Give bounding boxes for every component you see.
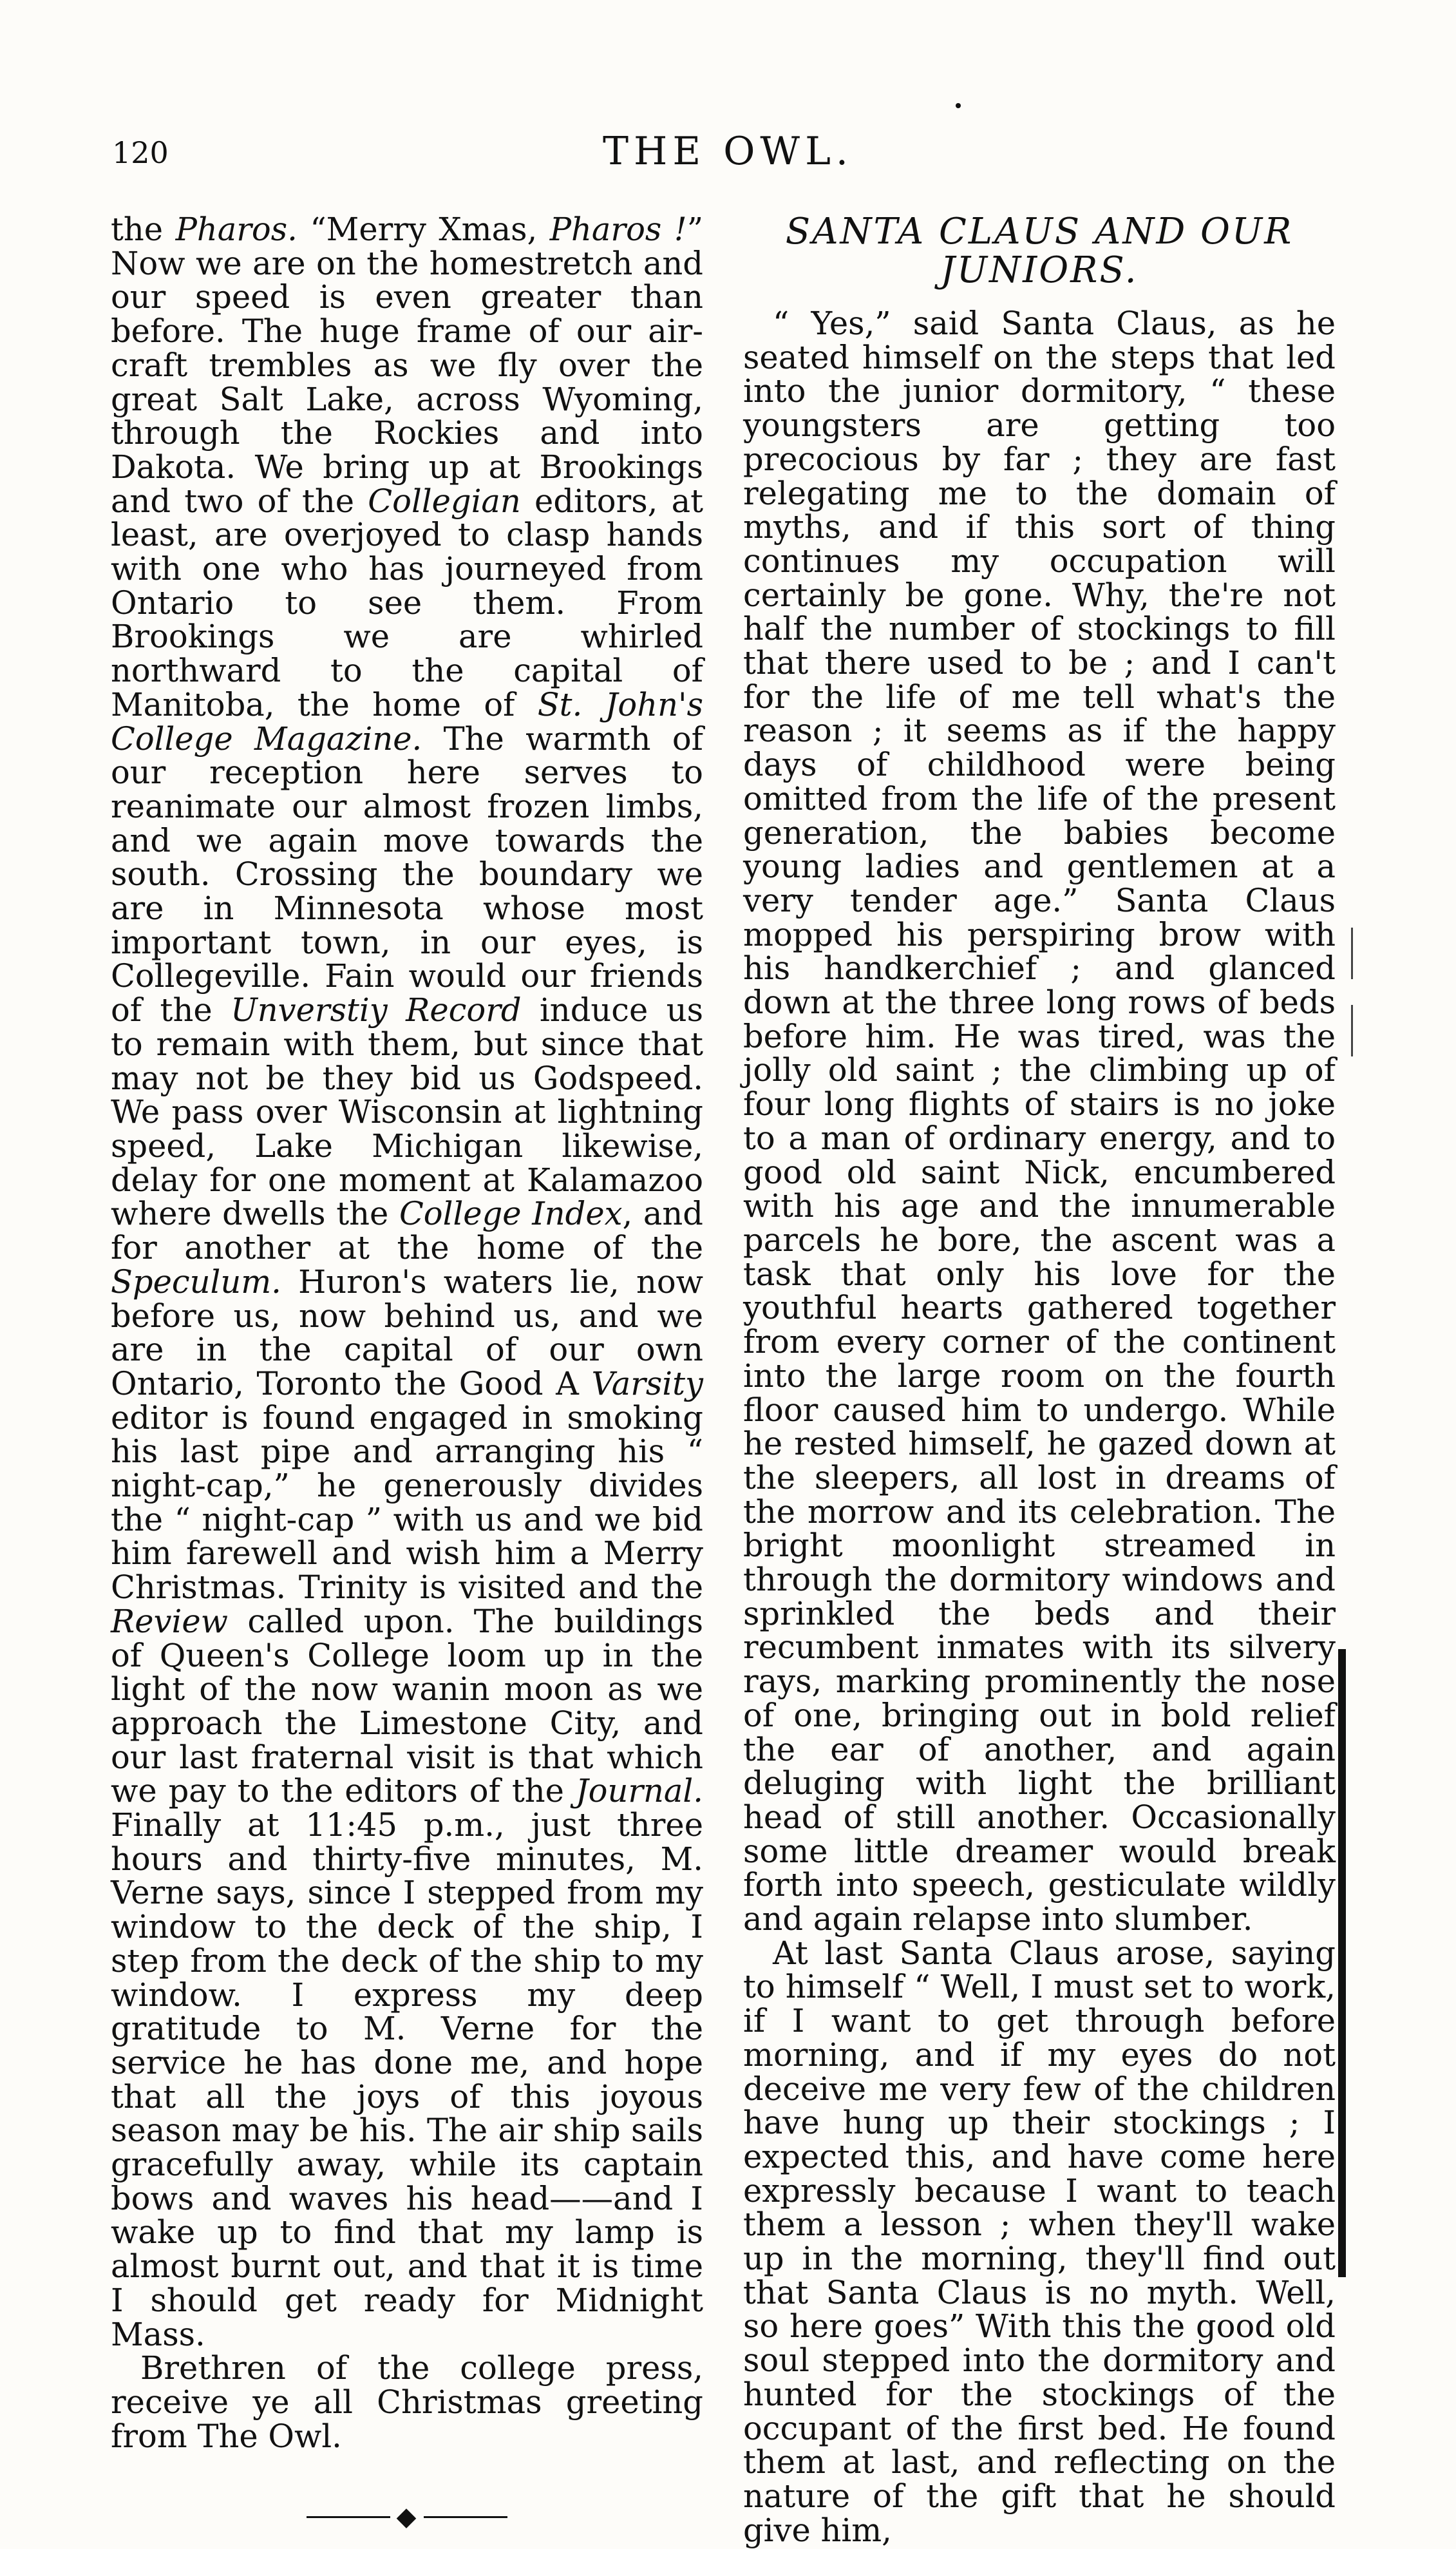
article-title: SANTA CLAUS AND OUR JUNIORS. <box>785 211 1294 291</box>
margin-scan-bar <box>1338 1649 1346 2277</box>
italic-run: Journal. <box>575 1772 703 1810</box>
left-paragraph-2: Brethren of the college press, receive ye all Christmas greeting from The Owl. <box>111 2349 703 2455</box>
italic-run: St. John's College Magazine. <box>111 685 703 758</box>
text-run: Finally at 11:45 p.m., just three hours and thirty-five minutes, M. Verne says, since I stepped from my window to the deck of the ship, I step from the deck of the ship to my window. I express my deep gratitude to M. Verne for the service he has done me, and hope that all the joys of this joyous season may be his. The air ship sails gracefully away, while its captain bows and waves his head——and I wake up to find that my lamp is almost burnt out, and that it is time I should get ready for Midnight Mass. <box>111 1806 703 2353</box>
text-run: ” Now we are on the homestretch and our speed is even greater than before. The huge frame of our air-craft trembles as we fly over the great Salt Lake, across Wyoming, through the Rockies and into Dakota. We bring up at Brookings and two of the <box>111 211 703 520</box>
running-title: THE OWL. <box>603 129 853 174</box>
section-ornament <box>111 2498 703 2534</box>
right-column <box>743 213 1336 2547</box>
text-run: called upon. The buildings of Queen's College loom up in the light of the now wanin moon as we approach the Limestone City, and our last fraternal visit is that which we pay to the editors of the <box>111 1602 703 1810</box>
text-run: induce us to remain with them, but since that may not be they bid us Godspeed. We pass over Wisconsin at lightning speed, Lake Michigan likewise, delay for one moment at Kalamazoo where dwells the <box>111 991 703 1233</box>
italic-run: College Index <box>399 1195 623 1233</box>
right-paragraph-1: “ Yes,” said Santa Claus, as he seated himself on the steps that led into the junior dormitory, “ these youngsters are getting too precocious by far ; they are fast relegating me to the domain of myths, and if this sort of thing continues my occupation will certainly be gone. Why, the're not half the number of stockings to fill that there used to be ; and I can't for the life of me tell what's the reason ; it seems as if the happy days of childhood were being omitted from the life of the present generation, the babies become young ladies and gentlemen at a very tender age.” Santa Claus mopped his perspiring brow with his handkerchief ; and glanced down at the three long rows of beds before him. He was tired, was the jolly old saint ; the climbing up of four long flights of stairs is no joke to a man of ordinary energy, and to good old saint Nick, encumbered with his age and the innumerable parcels he bore, the ascent was a task that only his love for the youthful hearts gathered together from every corner of the continent into the large room on the fourth floor caused him to undergo. While he rested himself, he gazed down at the sleepers, all lost in dreams of the morrow and its celebration. The bright moonlight streamed in through the dormitory windows and sprinkled the beds and their recumbent inmates with its silvery rays, marking prominently the nose of one, bringing out in bold relief the ear of another, and again deluging with light the brilliant head of still another. Occasionally some little dreamer would break forth into speech, gesticulate wildly and again relapse into slumber. <box>743 305 1336 1938</box>
italic-run: Review <box>111 1602 229 1640</box>
italic-run: Pharos. <box>175 211 298 248</box>
left-paragraph-1 <box>111 213 703 2351</box>
text-run: , and for another at the home of the <box>111 1195 703 1267</box>
text-run: the <box>111 211 176 248</box>
margin-tick-mark <box>1351 928 1353 979</box>
margin-tick-mark <box>1351 1005 1353 1056</box>
italic-run: Varsity <box>591 1364 703 1402</box>
diamond-ornament-icon: ◆ <box>396 2502 418 2532</box>
italic-run: Collegian <box>368 482 521 520</box>
italic-run: Speculum. <box>111 1263 281 1301</box>
ornament-rule-right <box>424 2516 507 2518</box>
print-speck <box>956 103 961 108</box>
text-run: Huron's waters lie, now before us, now behind us, and we are in the capital of our own Ontario, Toronto the Good A <box>111 1263 703 1402</box>
page-number: 120 <box>112 135 169 170</box>
right-paragraph-2: At last Santa Claus arose, saying to himself “ Well, I must set to work, if I want to get through before morning, and if my eyes do not deceive me very few of the children have hung up their stockings ; I expected this, and have come here expressly because I want to teach them a lesson ; when they'll wake up in the morning, they'll find out that Santa Claus is no myth. Well, so here goes” With this the good old soul stepped into the dormitory and hunted for the stockings of the occupant of the first bed. He found them at last, and reflecting on the nature of the gift that he should give him, <box>743 1934 1336 2549</box>
italic-run: Pharos ! <box>549 211 687 248</box>
left-column <box>111 213 703 2534</box>
text-run: editor is found engaged in smoking his last pipe and arranging his “ night-cap,” he generously divides the “ night-cap ” with us and we bid him farewell and wish him a Merry Christmas. Trinity is visited and the <box>111 1399 703 1607</box>
text-run: editors, at least, are overjoyed to clasp hands with one who has journeyed from Ontario to see them. From Brookings we are whirled northward to the capital of Manitoba, the home of <box>111 482 703 723</box>
text-run: The warmth of our reception here serves to reanimate our almost frozen limbs, and we again move towards the south. Crossing the boundary we are in Minnesota whose most important town, in our eyes, is Collegeville. Fain would our friends of the <box>111 720 703 1029</box>
text-run: “Merry Xmas, <box>297 211 550 248</box>
ornament-rule-left <box>307 2516 390 2518</box>
italic-run: Unverstiy Record <box>231 991 522 1029</box>
